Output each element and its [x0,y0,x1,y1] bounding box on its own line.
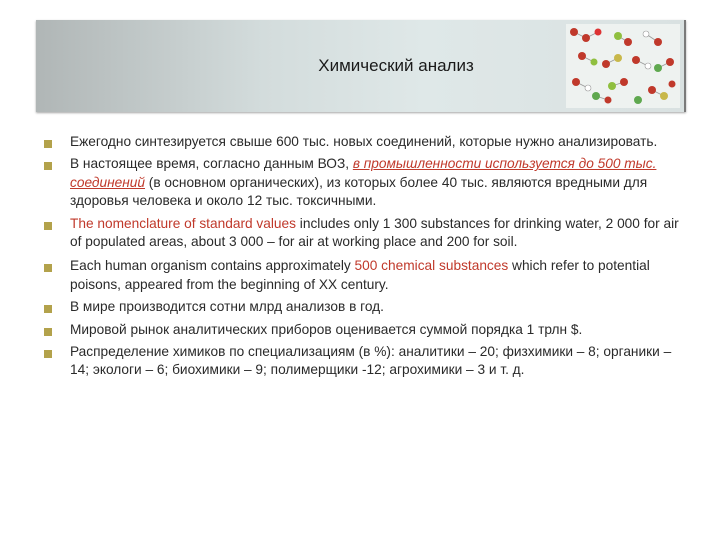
bullet-item [44,133,684,151]
bullet-list [44,133,684,380]
bullet-marker-icon [44,222,52,230]
bullet-text: В настоящее время, согласно данным ВОЗ, [70,156,353,172]
bullet-item [44,155,684,210]
bullet-highlight-text: 500 chemical substances [354,258,509,274]
bullet-item [44,215,684,252]
bullet-marker-icon [44,350,52,358]
title-banner [36,20,686,112]
bullet-marker-icon [44,162,52,170]
bullet-text: Each human organism contains approximately [70,258,355,274]
bullet-marker-icon [44,305,52,313]
bullet-item [44,298,684,316]
bullet-text: Ежегодно синтезируется свыше 600 тыс. новых соединений, которые нужно анализировать. [70,134,658,149]
bullet-marker-icon [44,264,52,272]
bullet-item [44,321,684,339]
slide-title: Химический анализ [318,56,474,75]
bullet-text: Распределение химиков по специализациям (в %): аналитики – 20; физхимики – 8; органики – 14; экологи – 6; биохимики – 9; полимерщики -12; агрохимики – 3 и т. д. [70,344,672,378]
bullet-text: Мировой рынок аналитических приборов оценивается суммой порядка 1 трлн $. [70,321,583,337]
bullet-text: which refer to potential poisons, appeared from the beginning of XX century. [70,258,650,292]
bullet-item [44,257,684,294]
bullet-text: В мире производится сотни млрд анализов в год. [70,299,384,315]
bullet-highlight-text: The nomenclature of standard values [70,215,296,231]
bullet-item [44,343,684,380]
bullet-text: (в основном органических), из которых более 40 тыс. являются вредными для здоровья человека и около 12 тыс. токсичными. [70,174,648,209]
bullet-highlight-text: в промышленности используется до 500 тыс. соединений [70,156,657,190]
bullet-text: includes only 1 300 substances for drinking water, 2 000 for air of populated areas, about 3 000 – for air at working place and 200 for soil. [70,215,679,250]
molecules-illustration [566,24,680,108]
bullet-marker-icon [44,140,52,148]
bullet-marker-icon [44,328,52,336]
